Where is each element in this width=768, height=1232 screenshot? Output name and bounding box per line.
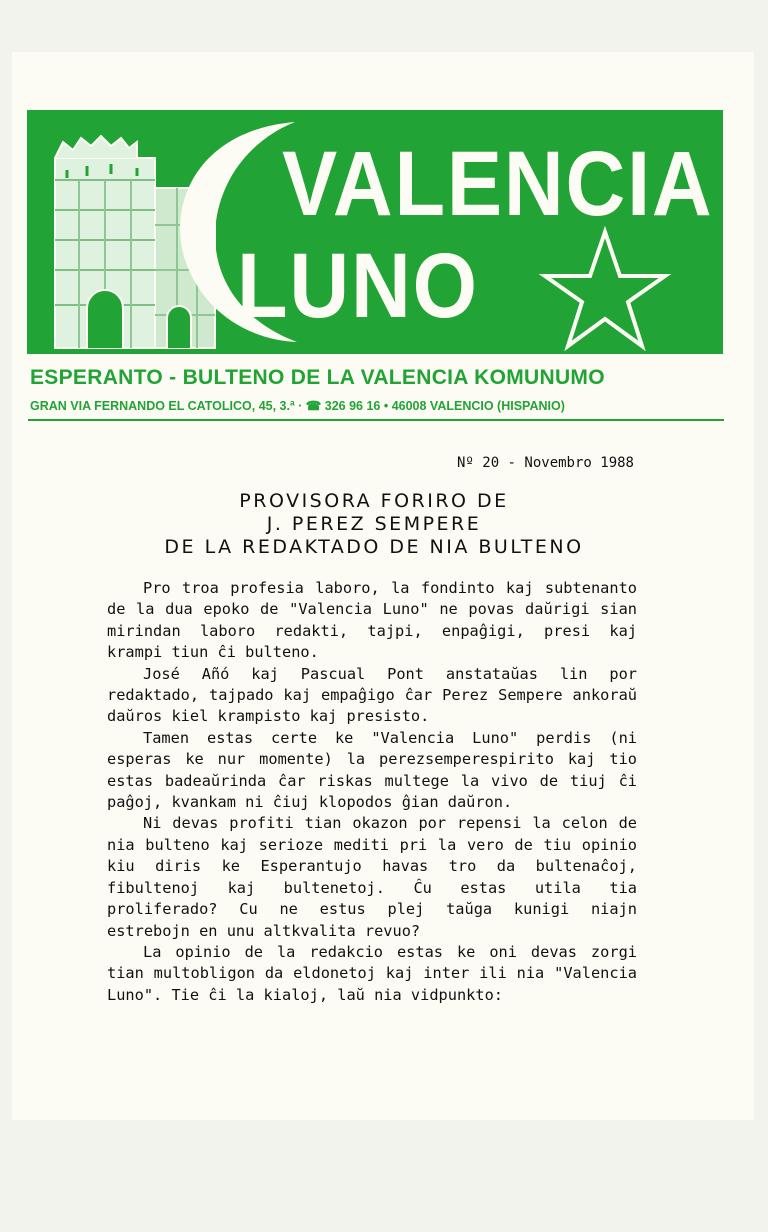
article-title	[100, 490, 648, 559]
article-body	[107, 578, 637, 1006]
article-title-line: PROVISORA FORIRO DE	[239, 490, 509, 512]
article-paragraph: Tamen estas certe ke "Valencia Luno" perdis (ni esperas ke nur momente) la perezsemperespirito kaj tio estas badeaŭrinda ĉar riskas multege la vivo de tiuj ĉi paĝoj, kvankam ni ĉiuj klopodos ĝian daŭron.	[107, 728, 637, 812]
article-title-line: DE LA REDAKTADO DE NIA BULTENO	[164, 536, 584, 558]
esperanto-star-icon	[545, 232, 665, 346]
article-paragraph: La opinio de la redakcio estas ke oni devas zorgi tian multobligon da eldonetoj kaj inter ili nia "Valencia Luno". Tie ĉi la kialoj, laŭ nia vidpunkto:	[107, 942, 637, 1004]
masthead-subtitle: ESPERANTO - BULTENO DE LA VALENCIA KOMUNUMO	[30, 366, 605, 389]
masthead-title-line1: VALENCIA	[282, 133, 714, 235]
article-paragraph: José Añó kaj Pascual Pont anstataŭas lin por redaktado, tajpado kaj empaĝigo ĉar Perez Sempere ankoraŭ daŭros kiel krampisto kaj presisto.	[107, 664, 637, 726]
masthead-banner	[27, 110, 723, 354]
issue-number: Nº 20 - Novembro 1988	[456, 455, 634, 471]
masthead-divider	[28, 419, 724, 421]
article-paragraph: Ni devas profiti tian okazon por repensi la celon de nia bulteno kaj serioze mediti pri la vero de tiu opinio kiu diris ke Esperantujo havas tro da bultenaĉoj, fibultenoj kaj bultenetoj. Ĉu estas utila tia proliferado? Cu ne estus plej taŭga kunigi niajn estrebojn en unu altkvalita revuo?	[107, 814, 637, 940]
masthead-address: GRAN VIA FERNANDO EL CATOLICO, 45, 3.ª · ☎ 326 96 16 • 46008 VALENCIO (HISPANIO)	[30, 399, 565, 413]
article-paragraph: Pro troa profesia laboro, la fondinto kaj subtenanto de la dua epoko de "Valencia Luno" ne povas daŭrigi sian mirindan laboro redakti, tajpi, enpaĝigi, presi kaj krampi tiun ĉi bulteno.	[107, 579, 637, 662]
article-title-line: J. PEREZ SEMPERE	[266, 513, 482, 535]
masthead-title-line2: LUNO	[237, 235, 479, 337]
